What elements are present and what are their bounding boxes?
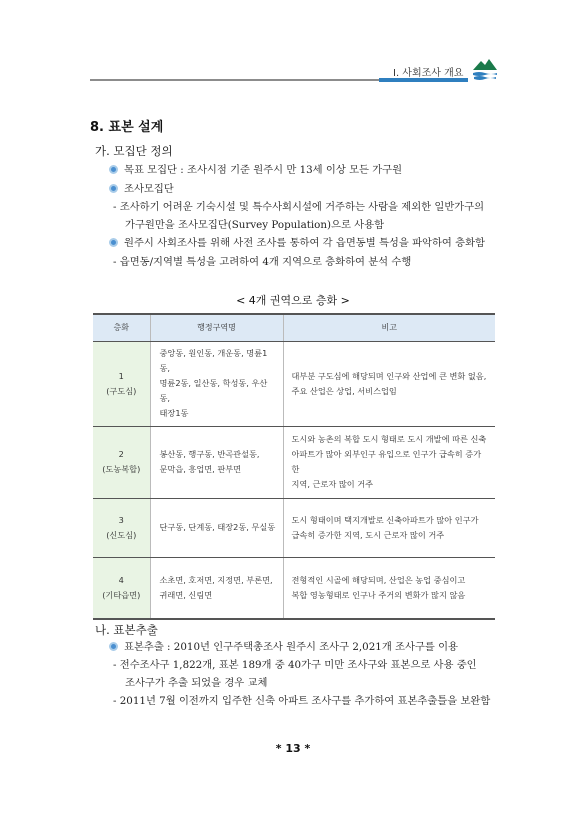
bullet-icon <box>109 642 118 651</box>
list-item-continuation: 조사구가 추출 되었을 경우 교체 <box>125 677 268 689</box>
note-cell: 도시 형태이며 택지개발로 신축아파트가 많아 인구가 급속히 증가한 지역, 도시 근로자 많이 거주 <box>283 498 495 557</box>
stratum-cell: 3 (신도심) <box>93 498 150 557</box>
stratum-cell: 2 (도농복합) <box>93 426 150 498</box>
note-cell: 도시와 농촌의 복합 도시 형태로 도시 개발에 따른 신축 아파트가 많아 외부인구 유입으로 인구가 급속히 증가한 지역, 근로자 많이 거주 <box>283 426 495 498</box>
table-header-row <box>93 314 495 341</box>
note-cell: 전형적인 시골에 해당되며, 산업은 농업 중심이고 복합 영농형태로 인구나 주거의 변화가 많지 않음 <box>283 557 495 619</box>
list-item: - 조사하기 어려운 기숙시설 및 특수사회시설에 거주하는 사람을 제외한 일반가구의 <box>113 201 485 213</box>
bullet-icon <box>109 165 118 174</box>
area-cell: 봉산동, 행구동, 반곡관설동, 문막읍, 흥업면, 판부면 <box>150 426 283 498</box>
chapter-title: Ⅰ. 사회조사 개요 <box>393 68 464 79</box>
stratum-cell: 4 (기타읍면) <box>93 557 150 619</box>
table-caption: < 4개 권역으로 층화 > <box>236 294 350 307</box>
area-cell: 소초면, 호저면, 지정면, 부론면, 귀래면, 신림면 <box>150 557 283 619</box>
list-item: 표본추출 : 2010년 인구주택총조사 원주시 조사구 2,021개 조사구를 이용 <box>109 641 458 654</box>
area-cell: 중앙동, 원인동, 개운동, 명륜1동, 명륜2동, 일산동, 학성동, 우산동, 태장1동 <box>150 341 283 426</box>
section-title: 8. 표본 설계 <box>90 120 164 135</box>
list-item: 조사모집단 <box>109 183 174 196</box>
column-header: 층화 <box>93 314 150 341</box>
column-header: 비고 <box>283 314 495 341</box>
subsection-title-sampling: 나. 표본추출 <box>95 623 158 637</box>
area-cell: 단구동, 단계동, 태장2동, 무실동 <box>150 498 283 557</box>
subsection-title-population: 가. 모집단 정의 <box>95 144 173 158</box>
column-header: 행정구역명 <box>150 314 283 341</box>
mountain-logo-icon <box>472 57 498 81</box>
list-item: - 읍면동/지역별 특성을 고려하여 4개 지역으로 층화하여 분석 수행 <box>113 256 412 268</box>
bullet-icon <box>109 238 118 247</box>
list-item: 목표 모집단 : 조사시점 기준 원주시 만 13세 이상 모든 가구원 <box>109 164 402 177</box>
bullet-icon <box>109 184 118 193</box>
table-row <box>93 557 495 619</box>
table-row <box>93 426 495 498</box>
list-item-continuation: 가구원만을 조사모집단(Survey Population)으로 사용함 <box>125 219 385 231</box>
note-cell: 대부분 구도심에 해당되며 인구와 산업에 큰 변화 없음, 주요 산업은 상업, 서비스업임 <box>283 341 495 426</box>
list-item: - 전수조사구 1,822개, 표본 189개 중 40가구 미만 조사구와 표본으로 사용 중인 <box>113 659 477 671</box>
list-item: - 2011년 7월 이전까지 입주한 신축 아파트 조사구를 추가하여 표본추출틀을 보완함 <box>113 695 491 707</box>
stratum-cell: 1 (구도심) <box>93 341 150 426</box>
stratification-table <box>93 313 495 620</box>
list-item: 원주시 사회조사를 위해 사전 조사를 통하여 각 읍면동별 특성을 파악하여 층화함 <box>109 237 485 250</box>
page-number: * 13 * <box>275 742 311 755</box>
table-row <box>93 341 495 426</box>
table-row <box>93 498 495 557</box>
